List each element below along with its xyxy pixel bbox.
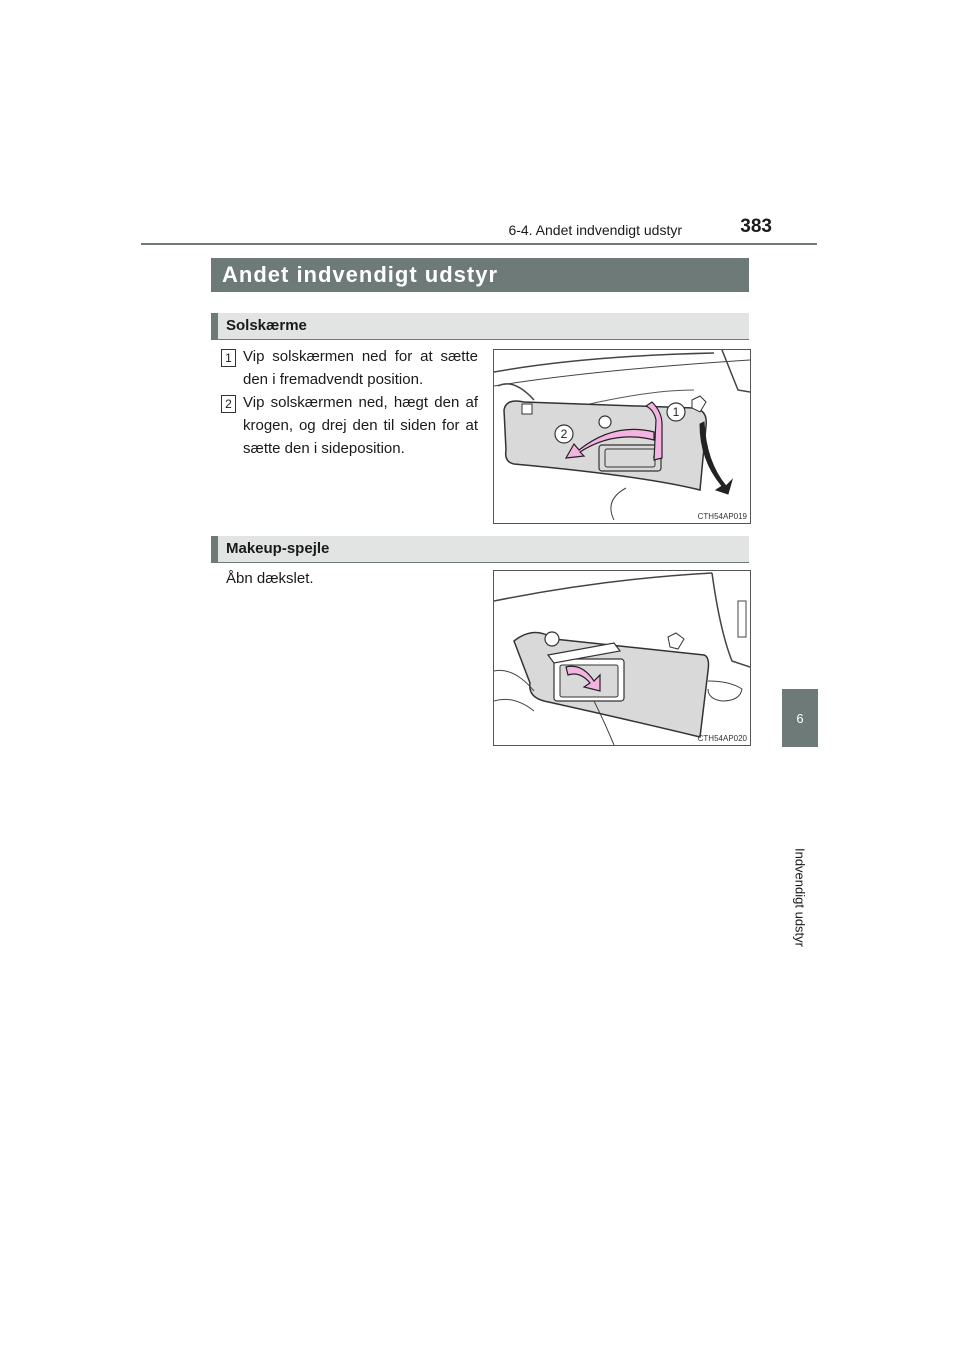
vanity-mirror-illustration — [493, 570, 751, 746]
header-divider — [141, 243, 817, 245]
instruction-text: Åbn dækslet. — [226, 570, 314, 587]
page-number: 383 — [740, 216, 772, 237]
page-title: Andet indvendigt udstyr — [222, 262, 498, 287]
step-number-badge: 1 — [221, 349, 236, 367]
step-number-badge: 2 — [221, 395, 236, 413]
step-text: Vip solskærmen ned, hægt den af krogen, og drej den til siden for at sætte den i sideposition. — [243, 394, 478, 457]
chapter-number: 6 — [796, 710, 804, 726]
vanity-mirror-drawing — [494, 571, 750, 745]
chapter-tab — [782, 689, 818, 747]
section-heading: Makeup-spejle — [226, 540, 330, 557]
figure-callout-1: 1 — [672, 405, 680, 419]
sun-visor-drawing — [494, 350, 750, 523]
step-text: Vip solskærmen ned for at sætte den i fremadvendt position. — [243, 348, 478, 388]
header-section-title: 6-4. Andet indvendigt udstyr — [508, 222, 682, 238]
section-heading: Solskærme — [226, 317, 307, 334]
section-heading-bar — [211, 536, 749, 563]
section-heading-accent — [211, 536, 218, 562]
figure-code: CTH54AP019 — [697, 512, 747, 521]
figure-callout-2: 2 — [560, 427, 568, 441]
sun-visor-illustration — [493, 349, 751, 524]
chapter-label: Indvendigt udstyr — [792, 847, 808, 947]
section-heading-bar — [211, 313, 749, 340]
figure-code: CTH54AP020 — [697, 734, 747, 743]
section-heading-accent — [211, 313, 218, 339]
